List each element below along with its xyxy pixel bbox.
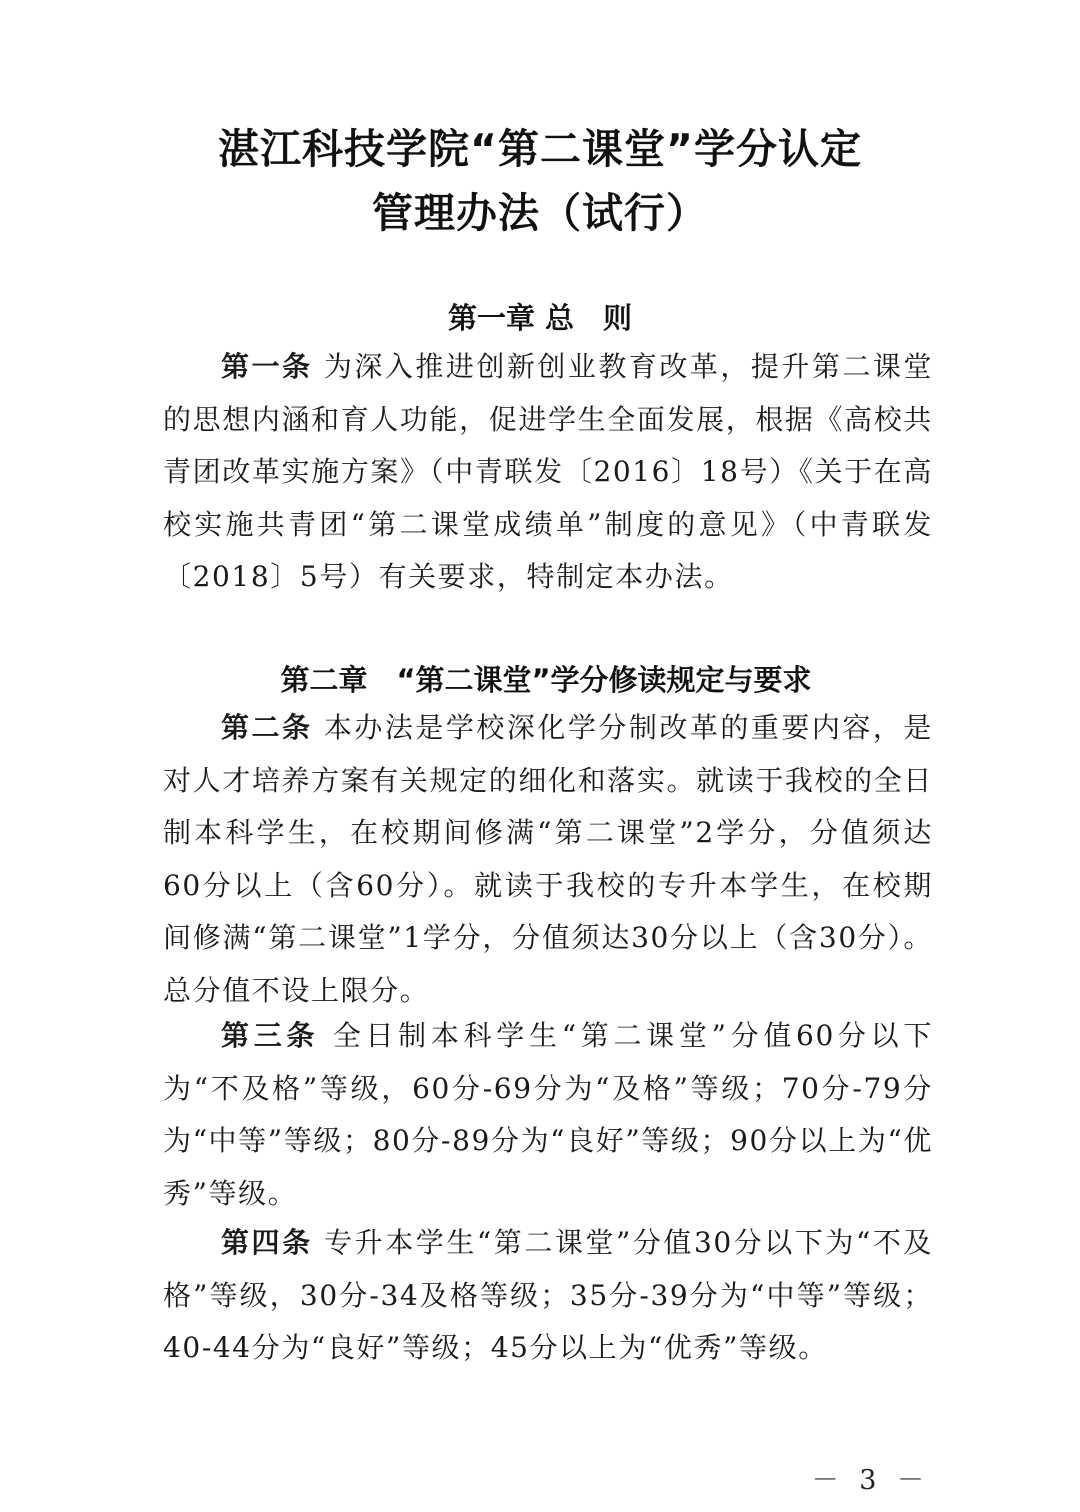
- document-title-line-1: 湛江科技学院“第二课堂”学分认定: [218, 125, 862, 173]
- article-2: [163, 702, 933, 1017]
- article-1-text: 为深入推进创新创业教育改革，提升第二课堂的思想内涵和育人功能，促进学生全面发展，根据《高校共青团改革实施方案》（中青联发〔2016〕18号）《关于在高校实施共青团“第二课堂成绩单”制度的意见》（中青联发〔2018〕5号）有关要求，特制定本办法。: [163, 350, 933, 593]
- page-number: － 3 －: [811, 1465, 930, 1496]
- article-4: [163, 1217, 933, 1375]
- chapter-1-heading: 第一章 总 则: [447, 301, 633, 335]
- article-4-text: 专升本学生“第二课堂”分值30分以下为“不及格”等级，30分-34及格等级；35分-39分为“中等”等级；40-44分为“良好”等级；45分以上为“优秀”等级。: [163, 1226, 933, 1364]
- article-1-label: 第一条: [221, 350, 313, 383]
- article-4-label: 第四条: [221, 1226, 313, 1259]
- chapter-2-heading: 第二章 “第二课堂”学分修读规定与要求: [280, 663, 812, 697]
- article-2-text: 本办法是学校深化学分制改革的重要内容，是对人才培养方案有关规定的细化和落实。就读于我校的全日制本科学生，在校期间修满“第二课堂”2学分，分值须达60分以上（含60分）。就读于我校的专升本学生，在校期间修满“第二课堂”1学分，分值须达30分以上（含30分）。总分值不设上限分。: [163, 711, 933, 1007]
- article-3-label: 第三条: [221, 1019, 320, 1052]
- article-3-text: 全日制本科学生“第二课堂”分值60分以下为“不及格”等级，60分-69分为“及格”等级；70分-79分为“中等”等级；80分-89分为“良好”等级；90分以上为“优秀”等级。: [163, 1019, 933, 1210]
- article-1: [163, 341, 933, 604]
- article-3: [163, 1010, 933, 1220]
- document-title-line-2: 管理办法（试行）: [372, 189, 708, 237]
- article-2-label: 第二条: [221, 711, 313, 744]
